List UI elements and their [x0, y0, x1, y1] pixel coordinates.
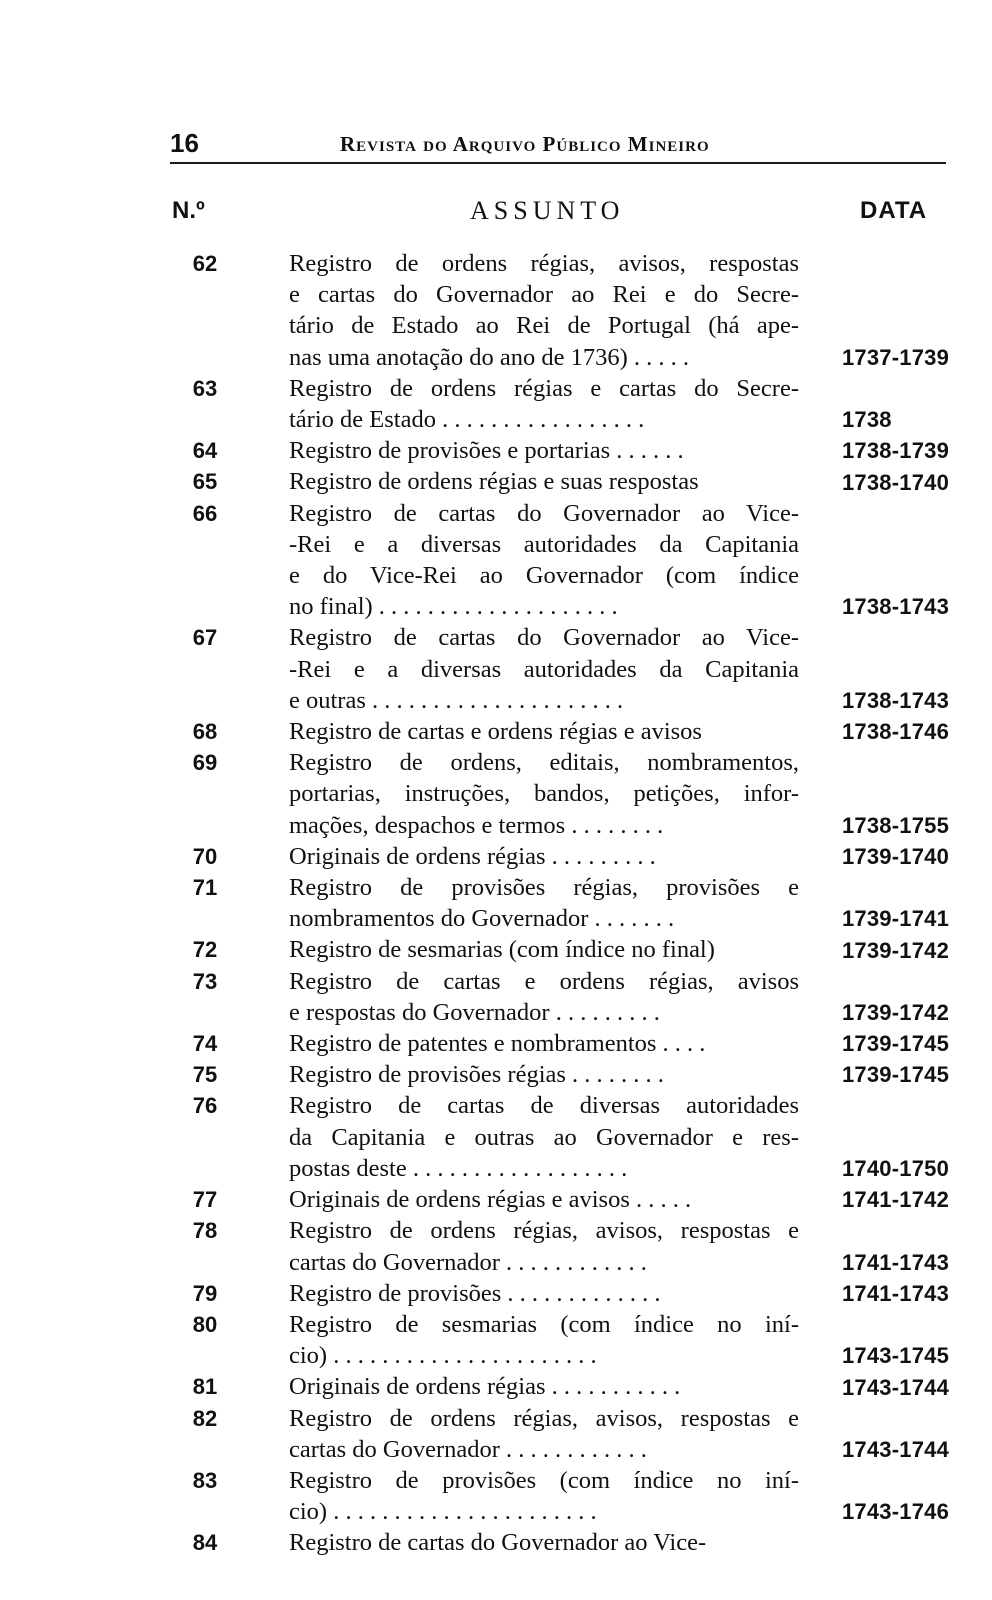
list-item [0, 747, 992, 841]
entry-subject [289, 435, 799, 466]
entry-subject-line: Registro de ordens régias, avisos, respostas e [289, 1217, 799, 1245]
entry-number: 75 [192, 1062, 218, 1088]
entry-number: 69 [192, 750, 218, 776]
entry-subject-line: portarias, instruções, bandos, petições, infor- [289, 780, 799, 808]
entry-subject-line: e do Vice-Rei ao Governador (com índice [289, 562, 799, 590]
entry-subject [289, 872, 799, 934]
entry-subject [289, 747, 799, 841]
entry-number: 62 [192, 251, 218, 276]
entry-number: 71 [192, 875, 218, 901]
entry-date: 1738-1755 [842, 812, 950, 838]
list-item [0, 841, 992, 872]
entry-subject [289, 966, 799, 1028]
entry-date: 1737-1739 [842, 344, 950, 370]
entry-date: 1740-1750 [842, 1156, 950, 1182]
entry-subject [289, 1184, 799, 1215]
entry-number: 78 [192, 1218, 218, 1244]
list-item [0, 466, 992, 497]
entry-date: 1739-1742 [842, 1000, 950, 1026]
entry-subject-line: nombramentos do Governador . . . . . . . [289, 905, 675, 933]
entry-subject [289, 1527, 799, 1558]
entry-subject [289, 622, 799, 716]
list-item [0, 1309, 992, 1371]
list-item [0, 622, 992, 716]
running-head [170, 128, 946, 164]
entry-subject-line: Registro de sesmarias (com índice no iní- [289, 1310, 799, 1338]
entry-subject [289, 1215, 799, 1277]
entry-subject-line: Registro de patentes e nombramentos . . . . [289, 1030, 706, 1058]
entry-date: 1739-1745 [842, 1062, 950, 1088]
list-item [0, 435, 992, 466]
entry-subject [289, 1059, 799, 1090]
list-item [0, 1465, 992, 1527]
list-item [0, 934, 992, 965]
entry-date: 1741-1743 [842, 1280, 950, 1306]
entry-subject-line: Registro de provisões e portarias . . . . . . [289, 437, 684, 465]
entry-subject-line: cartas do Governador . . . . . . . . . . . . [289, 1248, 647, 1276]
column-header-date: DATA [860, 197, 928, 224]
entry-subject-line: Registro de cartas e ordens régias e avisos [289, 718, 702, 746]
list-item [0, 1090, 992, 1184]
page-number: 16 [170, 128, 199, 158]
list-item [0, 716, 992, 747]
entry-number: 74 [192, 1031, 218, 1057]
entry-number: 84 [192, 1530, 218, 1556]
entry-number: 70 [192, 843, 218, 869]
entry-subject-line: Registro de ordens régias, avisos, respostas e [289, 1404, 799, 1432]
entry-date: 1738-1743 [842, 688, 950, 714]
entry-subject-line: Originais de ordens régias . . . . . . . . . . . [289, 1373, 681, 1401]
entry-subject-line: -Rei e a diversas autoridades da Capitania [289, 655, 799, 683]
entry-subject-line: e cartas do Governador ao Rei e do Secre- [289, 281, 799, 309]
journal-title: Revista do Arquivo Público Mineiro [340, 132, 710, 156]
entry-subject-line: Originais de ordens régias . . . . . . . . . [289, 842, 656, 870]
entry-subject-line: Registro de provisões régias . . . . . . . . [289, 1061, 664, 1089]
entry-subject-line: Registro de sesmarias (com índice no final) [289, 936, 715, 964]
entry-date: 1743-1745 [842, 1343, 950, 1369]
entry-date: 1738 [842, 407, 892, 433]
entry-date: 1738-1740 [842, 469, 950, 495]
entry-subject [289, 498, 799, 623]
entry-subject [289, 1028, 799, 1059]
entry-number: 68 [192, 719, 218, 745]
entry-number: 66 [192, 500, 218, 526]
list-item [0, 1059, 992, 1090]
entry-subject-line: cio) . . . . . . . . . . . . . . . . . . . . . . [289, 1498, 597, 1526]
entry-subject-line: Registro de ordens, editais, nombramentos, [289, 749, 799, 777]
entries-list [0, 248, 992, 1559]
list-item [0, 1028, 992, 1059]
entry-number: 77 [192, 1187, 218, 1213]
entry-subject [289, 373, 799, 435]
entry-subject [289, 1309, 799, 1371]
list-item [0, 1403, 992, 1465]
entry-subject-line: Registro de cartas do Governador ao Vice- [289, 499, 799, 527]
entry-number: 64 [192, 438, 218, 464]
entry-date: 1743-1744 [842, 1436, 950, 1462]
entry-subject-line: Registro de cartas do Governador ao Vice- [289, 1529, 707, 1557]
list-item [0, 1278, 992, 1309]
entry-subject-line: e respostas do Governador . . . . . . . . . [289, 998, 660, 1026]
entry-date: 1738-1739 [842, 438, 950, 464]
entry-subject-line: da Capitania e outras ao Governador e res- [289, 1123, 799, 1151]
entry-subject-line: cio) . . . . . . . . . . . . . . . . . . . . . . [289, 1342, 597, 1370]
entry-date: 1738-1743 [842, 594, 950, 620]
entry-subject-line: Registro de cartas do Governador ao Vice- [289, 624, 799, 652]
list-item [0, 1184, 992, 1215]
list-item [0, 1371, 992, 1402]
entry-subject [289, 1403, 799, 1465]
entry-number: 76 [192, 1093, 218, 1119]
entry-date: 1738-1746 [842, 719, 950, 745]
column-header-number: N.º [172, 197, 205, 224]
entry-subject-line: cartas do Governador . . . . . . . . . . . . [289, 1435, 647, 1463]
entry-number: 81 [192, 1374, 218, 1400]
entry-subject [289, 1278, 799, 1309]
entry-subject-line: e outras . . . . . . . . . . . . . . . . . . . . . [289, 686, 624, 714]
entry-date: 1739-1741 [842, 906, 950, 932]
entry-subject [289, 934, 799, 965]
entry-date: 1743-1746 [842, 1499, 950, 1525]
entry-subject [289, 1371, 799, 1402]
entry-subject-line: Registro de provisões régias, provisões e [289, 874, 799, 902]
entry-subject-line: Registro de cartas de diversas autoridades [289, 1092, 799, 1120]
entry-subject [289, 1090, 799, 1184]
entry-number: 79 [192, 1280, 218, 1306]
entry-subject-line: tário de Estado ao Rei de Portugal (há ape- [289, 312, 799, 340]
entry-subject-line: Registro de provisões . . . . . . . . . . . . . [289, 1279, 661, 1307]
list-item [0, 373, 992, 435]
entry-subject-line: mações, despachos e termos . . . . . . . . [289, 811, 664, 839]
list-item [0, 872, 992, 934]
entry-date: 1739-1740 [842, 844, 950, 870]
entry-number: 82 [192, 1405, 218, 1431]
entry-subject-line: Registro de ordens régias e suas respostas [289, 468, 699, 496]
entry-date: 1741-1742 [842, 1187, 950, 1213]
list-item [0, 498, 992, 623]
entry-subject-line: Originais de ordens régias e avisos . . . . . [289, 1186, 692, 1214]
entry-subject-line: postas deste . . . . . . . . . . . . . . . . . . [289, 1154, 628, 1182]
entry-number: 83 [192, 1467, 218, 1493]
entry-subject-line: -Rei e a diversas autoridades da Capitania [289, 530, 799, 558]
entry-date: 1739-1742 [842, 937, 950, 963]
entry-number: 65 [192, 469, 218, 495]
entry-date: 1743-1744 [842, 1374, 950, 1400]
column-header-subject: ASSUNTO [470, 196, 625, 225]
entry-subject [289, 1465, 799, 1527]
entry-subject [289, 841, 799, 872]
entry-subject-line: Registro de ordens régias e cartas do Secre- [289, 374, 799, 402]
entry-subject [289, 466, 799, 497]
entry-number: 72 [192, 937, 218, 963]
entry-date: 1741-1743 [842, 1249, 950, 1275]
entry-number: 80 [192, 1311, 218, 1337]
entry-subject [289, 248, 799, 373]
list-item [0, 1215, 992, 1277]
entry-number: 63 [192, 375, 218, 401]
entry-date: 1739-1745 [842, 1031, 950, 1057]
entry-subject-line: Registro de cartas e ordens régias, avisos [289, 967, 799, 995]
entry-subject-line: tário de Estado . . . . . . . . . . . . . . . . . [289, 406, 645, 434]
list-item [0, 248, 992, 373]
list-item [0, 1527, 992, 1558]
list-item [0, 966, 992, 1028]
entry-subject-line: Registro de ordens régias, avisos, respostas [289, 250, 799, 277]
entry-number: 73 [192, 968, 218, 994]
entry-subject [289, 716, 799, 747]
entry-subject-line: nas uma anotação do ano de 1736) . . . . . [289, 343, 690, 371]
entry-subject-line: no final) . . . . . . . . . . . . . . . . . . . . [289, 593, 618, 621]
entry-number: 67 [192, 625, 218, 651]
entry-subject-line: Registro de provisões (com índice no iní- [289, 1466, 799, 1494]
